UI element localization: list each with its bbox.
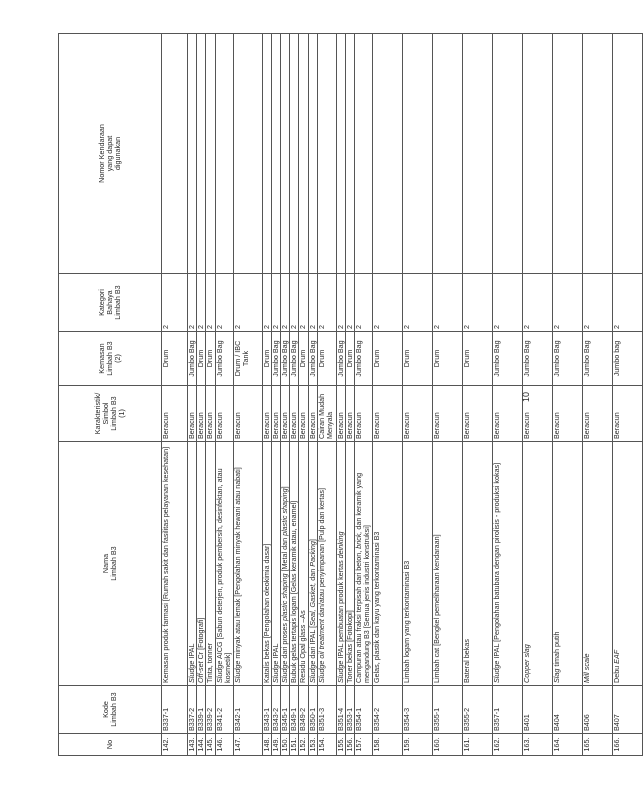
waste-code-cell: B349-1: [290, 686, 299, 734]
row-number-cell: 148.: [262, 734, 271, 756]
hazard-category-cell: 2: [523, 274, 553, 332]
vehicle-number-cell: [197, 34, 206, 274]
waste-name-segment: [Metal dan: [280, 535, 290, 574]
column-header-line: No: [104, 739, 114, 750]
row-number-cell: 143.: [188, 734, 197, 756]
table-row: [433, 34, 463, 756]
vehicle-number-cell: [336, 34, 345, 274]
waste-name-segment: Residu Opal glass –As: [298, 610, 308, 683]
column-header-line: (2): [113, 354, 123, 363]
waste-code-cell: B401: [523, 686, 553, 734]
row-number-cell: 144.: [197, 734, 206, 756]
waste-name-segment: dan/atau penyimpanan [Pulp dan kertas]: [316, 487, 326, 620]
waste-name-segment: Gelas, plastik dan kayu yang terkontaminasi B3: [372, 531, 382, 683]
packaging-cell: Jumbo Bag: [308, 332, 317, 386]
column-header: [59, 386, 162, 442]
vehicle-number-cell: [281, 34, 290, 274]
waste-name-segment: Kemasan produk farmasi [Rumah sakit dan fasilitas pelayanan kesehatan]: [161, 446, 170, 683]
column-header-line: Limbah B3: [109, 692, 118, 727]
column-header-line: Kategori: [96, 289, 106, 316]
waste-code-cell: B354-3: [403, 686, 433, 734]
waste-code-cell: B339-1: [197, 686, 206, 734]
vehicle-number-cell: [317, 34, 336, 274]
hazard-category-cell: 2: [206, 274, 215, 332]
packaging-cell: Drum: [463, 332, 493, 386]
characteristic-cell: Beracun: [299, 386, 308, 442]
waste-code-cell: B342-1: [233, 686, 262, 734]
waste-name-segment: IPAL [Pengolahan batubara dengan pirolisis - produksi kokas]: [492, 462, 502, 661]
column-header-line: Kode: [100, 701, 110, 718]
row-number-cell: 149.: [271, 734, 280, 756]
table-row: [162, 34, 188, 756]
waste-name-segment: Cr [Fotografi]: [196, 617, 206, 662]
vehicle-number-cell: [299, 34, 308, 274]
hazard-category-cell: 2: [403, 274, 433, 332]
row-number-cell: 147.: [233, 734, 262, 756]
waste-name-segment: Packing: [307, 541, 317, 567]
column-header: [59, 442, 162, 686]
vehicle-number-cell: [308, 34, 317, 274]
hazard-category-cell: 2: [197, 274, 206, 332]
row-number-cell: 164.: [553, 734, 583, 756]
waste-code-cell: B357-1: [493, 686, 523, 734]
packaging-cell: Jumbo Bag: [355, 332, 373, 386]
waste-name-segment: IPAL: [270, 643, 280, 661]
waste-name-segment: Sludge: [270, 660, 280, 683]
characteristic-cell: Beracun: [308, 386, 317, 442]
characteristic-cell: Beracun: [162, 386, 188, 442]
row-number-cell: 155.: [336, 734, 345, 756]
characteristic-cell: Beracun: [271, 386, 280, 442]
packaging-cell: Jumbo Bag: [271, 332, 280, 386]
vehicle-number-cell: [613, 34, 643, 274]
waste-code-cell: B343-1: [262, 686, 271, 734]
packaging-cell: Drum: [346, 332, 355, 386]
vehicle-number-cell: [346, 34, 355, 274]
row-number-cell: 159.: [403, 734, 433, 756]
hazard-category-cell: 2: [613, 274, 643, 332]
hazard-category-cell: 2: [188, 274, 197, 332]
vehicle-number-cell: [463, 34, 493, 274]
characteristic-cell: Beracun: [197, 386, 206, 442]
characteristic-cell: Beracun: [290, 386, 299, 442]
table-header-row: [59, 34, 162, 756]
waste-table: [58, 33, 643, 756]
waste-name-segment: Slag: [552, 668, 562, 683]
characteristic-cell: Beracun: [493, 386, 523, 442]
hazard-category-cell: 2: [493, 274, 523, 332]
vehicle-number-cell: [373, 34, 403, 274]
column-header-line: Nama: [100, 553, 110, 574]
table-row: [583, 34, 613, 756]
row-number-cell: 160.: [433, 734, 463, 756]
vehicle-number-cell: [403, 34, 433, 274]
vehicle-number-cell: [188, 34, 197, 274]
waste-name-segment: plastic shaping: [280, 488, 290, 536]
hazard-category-cell: 2: [553, 274, 583, 332]
characteristic-cell: Beracun: [373, 386, 403, 442]
vehicle-number-cell: [523, 34, 553, 274]
packaging-cell: Jumbo Bag: [215, 332, 233, 386]
row-number-cell: 152.: [299, 734, 308, 756]
characteristic-cell: Beracun: [206, 386, 215, 442]
waste-name-segment: Copper slag: [522, 644, 532, 683]
waste-code-cell: B354-2: [373, 686, 403, 734]
waste-code-cell: B406: [583, 686, 613, 734]
packaging-cell: Jumbo Bag: [523, 332, 553, 386]
waste-name-segment: Sludge: [307, 660, 317, 683]
table-row: [233, 34, 262, 756]
characteristic-cell: Beracun: [553, 386, 583, 442]
row-number-cell: 156.: [346, 734, 355, 756]
hazard-category-cell: 2: [290, 274, 299, 332]
row-number-cell: 142.: [162, 734, 188, 756]
waste-name-segment: ]: [280, 486, 290, 489]
column-header-line: (1): [117, 409, 127, 418]
packaging-cell: Jumbo Bag: [493, 332, 523, 386]
waste-name-cell: [523, 442, 553, 686]
table-row: [373, 34, 403, 756]
packaging-cell: Drum: [317, 332, 336, 386]
hazard-category-cell: 2: [317, 274, 336, 332]
waste-name-segment: dari proses: [280, 621, 290, 661]
waste-code-cell: B354-1: [355, 686, 373, 734]
characteristic-cell: Beracun: [403, 386, 433, 442]
column-header-line: Limbah B3: [113, 285, 123, 320]
row-number-cell: 165.: [583, 734, 613, 756]
waste-name-segment: Tinta, tonner: [205, 642, 215, 683]
characteristic-cell: Beracun: [346, 386, 355, 442]
waste-code-cell: B404: [553, 686, 583, 734]
row-number-cell: 153.: [308, 734, 317, 756]
column-header-line: Limbah B3: [104, 341, 114, 376]
table-row: [317, 34, 336, 756]
packaging-cell: Jumbo Bag: [336, 332, 345, 386]
column-header: [59, 734, 162, 756]
row-number-cell: 150.: [281, 734, 290, 756]
vehicle-number-cell: [355, 34, 373, 274]
waste-name-cell: [463, 442, 493, 686]
vehicle-number-cell: [553, 34, 583, 274]
vehicle-number-cell: [206, 34, 215, 274]
column-header-line: Nomor Kendaraan: [96, 124, 106, 183]
table-row: [215, 34, 233, 756]
waste-code-cell: B345-1: [281, 686, 290, 734]
waste-name-segment: Limbah logam yang terkontaminasi B3: [402, 560, 412, 683]
column-header-line: Simbol: [100, 402, 110, 425]
characteristic-cell: Beracun: [233, 386, 262, 442]
characteristic-cell: Beracun: [613, 386, 643, 442]
waste-code-cell: B353-1: [346, 686, 355, 734]
column-header: [59, 332, 162, 386]
characteristic-cell: Beracun: [523, 386, 553, 442]
waste-code-cell: B337-1: [162, 686, 188, 734]
row-number-cell: 154.: [317, 734, 336, 756]
packaging-cell: Jumbo Bag: [290, 332, 299, 386]
hazard-category-cell: 2: [215, 274, 233, 332]
characteristic-cell: Beracun: [188, 386, 197, 442]
waste-name-segment: Campuran atau fraksi terpisah dari beton,: [354, 548, 364, 683]
waste-name-cell: [317, 442, 336, 686]
waste-name-segment: dan keramik yang mengandung B3 [Semua jenis industri konstruksi]: [354, 472, 372, 683]
hazard-category-cell: 2: [262, 274, 271, 332]
characteristic-cell: Beracun: [215, 386, 233, 442]
waste-code-cell: B355-1: [433, 686, 463, 734]
page-number: 10: [521, 392, 531, 403]
hazard-category-cell: 2: [463, 274, 493, 332]
waste-name-cell: [433, 442, 463, 686]
waste-name-segment: minyak atau lemak [Pengolahan minyak hewani atau nabati]: [232, 467, 242, 661]
waste-name-cell: [373, 442, 403, 686]
packaging-cell: Jumbo bag: [613, 332, 643, 386]
row-number-cell: 158.: [373, 734, 403, 756]
waste-name-segment: Seal, Gasket,: [307, 582, 317, 626]
row-number-cell: 166.: [613, 734, 643, 756]
waste-name-segment: Off-set: [196, 661, 206, 683]
column-header-line: Karakteristik/: [92, 392, 102, 435]
waste-name-segment: Toner bekas [Fotokopi]: [345, 610, 355, 683]
waste-name-segment: AICG [Sabun deterjen, produk pembersih, desinfektan, atau kosmetik]: [214, 468, 232, 683]
characteristic-cell: Beracun: [583, 386, 613, 442]
waste-name-cell: [493, 442, 523, 686]
waste-name-segment: IPAL pembuatan produk kertas: [335, 558, 345, 661]
table-row: [613, 34, 643, 756]
vehicle-number-cell: [262, 34, 271, 274]
packaging-cell: Drum: [262, 332, 271, 386]
waste-code-cell: B407: [613, 686, 643, 734]
packaging-cell: Drum: [162, 332, 188, 386]
waste-name-segment: Sludge: [492, 660, 502, 683]
characteristic-cell: Beracun: [355, 386, 373, 442]
waste-code-cell: B355-2: [463, 686, 493, 734]
packaging-cell: Drum / IBC Tank: [233, 332, 262, 386]
row-number-cell: 145.: [206, 734, 215, 756]
waste-name-segment: Bubuk gelas tertapis logam [Gelas keramik atau, enamel]: [289, 500, 299, 683]
waste-code-cell: B351-3: [317, 686, 336, 734]
waste-name-segment: Katalis bekas [Pengolahan oleokimia dasar]: [261, 543, 271, 683]
column-header-line: Limbah B3: [109, 396, 118, 431]
row-number-cell: 162.: [493, 734, 523, 756]
row-number-cell: 146.: [215, 734, 233, 756]
column-header-line: digunakan: [113, 136, 123, 171]
characteristic-cell: Beracun: [336, 386, 345, 442]
table-row: [493, 34, 523, 756]
waste-name-segment: plastic shaping: [280, 573, 290, 622]
characteristic-cell: Beracun: [281, 386, 290, 442]
hazard-category-cell: 2: [308, 274, 317, 332]
vehicle-number-cell: [493, 34, 523, 274]
waste-name-segment: Sludge oil treatment: [316, 619, 326, 683]
packaging-cell: Drum: [403, 332, 433, 386]
characteristic-cell: Cairan Mudah Menyala: [317, 386, 336, 442]
waste-name-segment: timah putih: [552, 631, 562, 669]
hazard-category-cell: 2: [336, 274, 345, 332]
vehicle-number-cell: [271, 34, 280, 274]
hazard-category-cell: 2: [281, 274, 290, 332]
waste-name-cell: [553, 442, 583, 686]
vehicle-number-cell: [162, 34, 188, 274]
waste-name-segment: deinking: [335, 531, 345, 559]
waste-name-segment: dan: [307, 566, 317, 583]
waste-name-cell: [233, 442, 262, 686]
column-header-line: Bahaya: [104, 290, 114, 315]
row-number-cell: 157.: [355, 734, 373, 756]
column-header: [59, 34, 162, 274]
waste-name-segment: Limbah cat [Bengkel pemeliharaan kendaraan]: [432, 534, 442, 683]
waste-name-cell: [613, 442, 643, 686]
hazard-category-cell: 2: [346, 274, 355, 332]
waste-code-cell: B337-2: [188, 686, 197, 734]
waste-name-segment: IPAL: [187, 643, 196, 661]
hazard-category-cell: 2: [433, 274, 463, 332]
table-row: [463, 34, 493, 756]
packaging-cell: Jumbo Bag: [188, 332, 197, 386]
table-row: [355, 34, 373, 756]
packaging-cell: Drum: [197, 332, 206, 386]
vehicle-number-cell: [290, 34, 299, 274]
row-number-cell: 163.: [523, 734, 553, 756]
vehicle-number-cell: [433, 34, 463, 274]
waste-code-cell: B341-2: [215, 686, 233, 734]
hazard-category-cell: 2: [299, 274, 308, 332]
row-number-cell: 161.: [463, 734, 493, 756]
column-header-line: Kemasan: [96, 343, 106, 374]
waste-name-cell: [403, 442, 433, 686]
rotated-table-container: [58, 34, 622, 756]
column-header: [59, 686, 162, 734]
waste-code-cell: B350-1: [308, 686, 317, 734]
characteristic-cell: Beracun: [463, 386, 493, 442]
hazard-category-cell: 2: [271, 274, 280, 332]
hazard-category-cell: 2: [162, 274, 188, 332]
waste-name-cell: [355, 442, 373, 686]
waste-name-segment: Sludge: [335, 660, 345, 683]
packaging-cell: Drum: [433, 332, 463, 386]
packaging-cell: Drum: [206, 332, 215, 386]
hazard-category-cell: 2: [233, 274, 262, 332]
hazard-category-cell: 2: [355, 274, 373, 332]
waste-name-cell: [162, 442, 188, 686]
column-header-line: yang dapat: [104, 135, 114, 172]
column-header: [59, 274, 162, 332]
vehicle-number-cell: [233, 34, 262, 274]
waste-name-segment: Mill scale: [582, 653, 592, 683]
waste-name-cell: [583, 442, 613, 686]
waste-code-cell: B349-2: [299, 686, 308, 734]
characteristic-cell: Beracun: [433, 386, 463, 442]
waste-name-segment: Sludge: [187, 660, 196, 683]
waste-name-cell: [215, 442, 233, 686]
packaging-cell: Drum: [299, 332, 308, 386]
table-row: [553, 34, 583, 756]
table-body: [162, 34, 643, 756]
vehicle-number-cell: [215, 34, 233, 274]
table-row: [403, 34, 433, 756]
waste-name-segment: Sludge: [280, 660, 290, 683]
row-number-cell: 151.: [290, 734, 299, 756]
vehicle-number-cell: [583, 34, 613, 274]
waste-name-segment: ]: [307, 539, 317, 542]
waste-code-cell: B351-4: [336, 686, 345, 734]
packaging-cell: Jumbo Bag: [583, 332, 613, 386]
packaging-cell: Jumbo Bag: [553, 332, 583, 386]
waste-name-segment: Debu: [612, 663, 622, 683]
characteristic-cell: Beracun: [262, 386, 271, 442]
packaging-cell: Drum: [373, 332, 403, 386]
waste-code-cell: B339-2: [206, 686, 215, 734]
packaging-cell: Jumbo Bag: [281, 332, 290, 386]
waste-name-segment: Sludge: [232, 660, 242, 683]
waste-name-segment: EAF: [612, 649, 622, 664]
hazard-category-cell: 2: [373, 274, 403, 332]
waste-name-segment: Bateral bekas: [462, 639, 472, 683]
waste-code-cell: B343-2: [271, 686, 280, 734]
column-header-line: Limbah B3: [109, 546, 118, 581]
waste-name-segment: Sludge: [214, 660, 224, 683]
hazard-category-cell: 2: [583, 274, 613, 332]
waste-name-segment: brick,: [354, 531, 364, 549]
waste-name-segment: dari IPAL [: [307, 625, 317, 661]
